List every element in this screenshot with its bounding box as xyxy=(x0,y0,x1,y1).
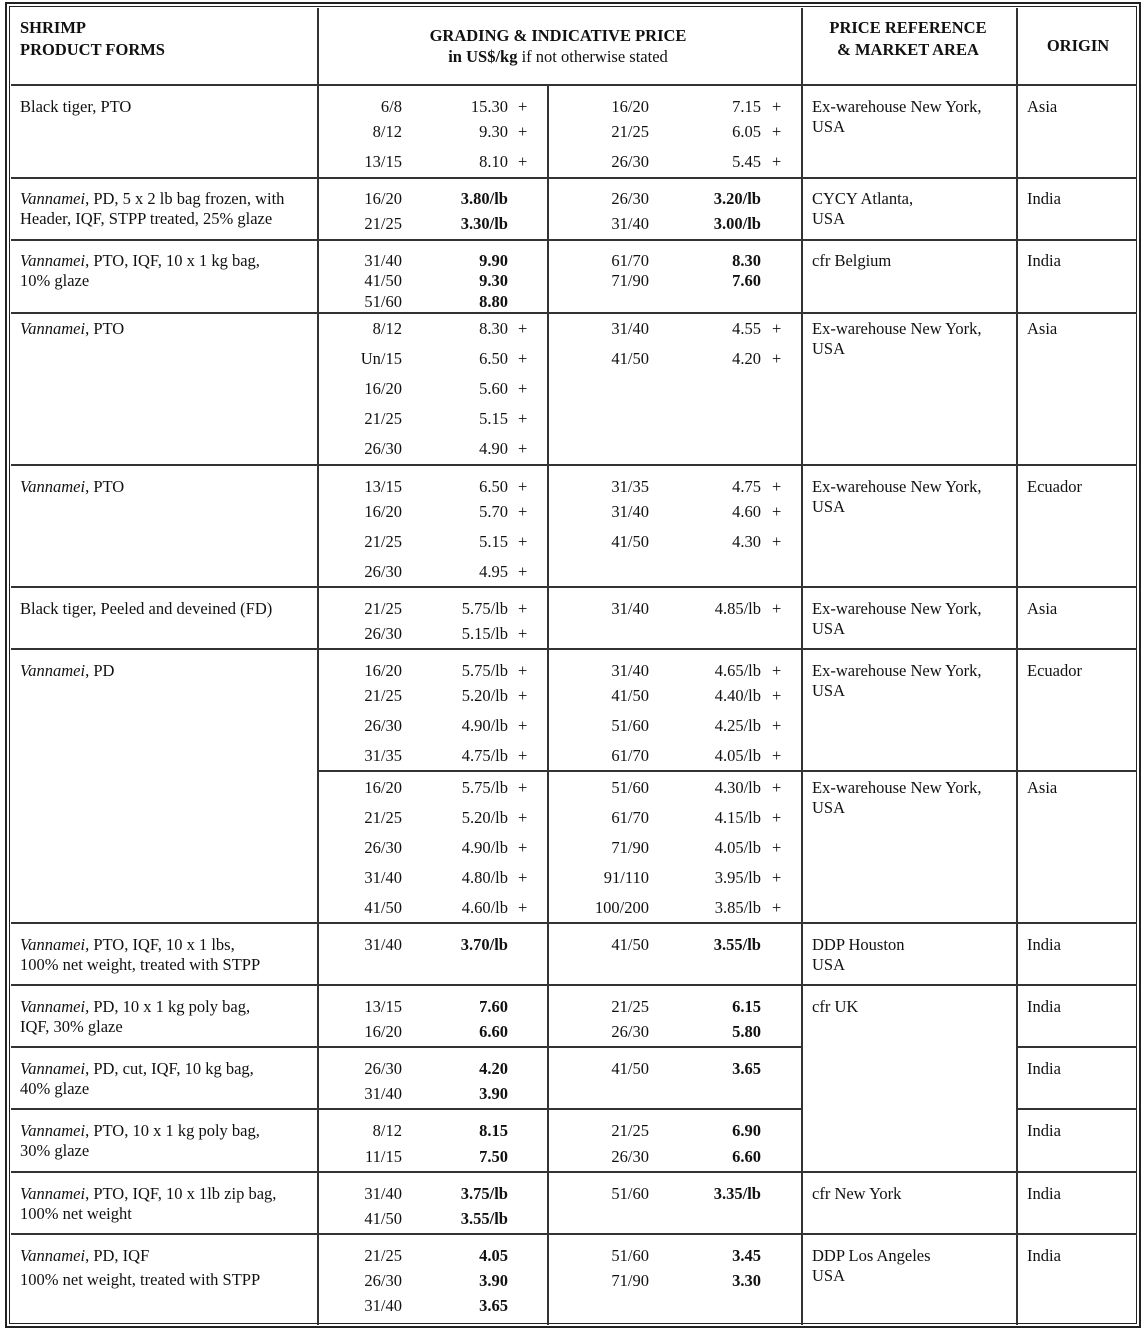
grade-size: 26/30 xyxy=(364,1059,402,1078)
market-area-text: Ex-warehouse New York, xyxy=(812,477,982,496)
col-divider-price-split xyxy=(547,84,549,1325)
row-divider xyxy=(11,586,1137,588)
origin-text: India xyxy=(1027,935,1061,954)
grade-size: 51/60 xyxy=(611,716,649,735)
price-plus-sign: + xyxy=(518,532,528,551)
price-plus-sign: + xyxy=(772,319,782,338)
price-value: 3.35/lb xyxy=(713,1184,761,1203)
market-area-text: Ex-warehouse New York, xyxy=(812,778,982,797)
price-value: 3.65 xyxy=(732,1059,761,1078)
market-area-text: Ex-warehouse New York, xyxy=(812,97,982,116)
grade-size: 16/20 xyxy=(611,97,649,116)
grade-size: 31/40 xyxy=(611,319,649,338)
row-divider xyxy=(11,239,1137,241)
price-value: 5.20/lb xyxy=(461,686,508,705)
grade-size: 26/30 xyxy=(364,716,402,735)
grade-size: 31/35 xyxy=(364,746,402,765)
price-value: 3.55/lb xyxy=(460,1209,508,1228)
grade-size: 26/30 xyxy=(611,152,649,171)
price-value: 3.30 xyxy=(732,1271,761,1290)
price-value: 6.90 xyxy=(732,1121,761,1140)
price-plus-sign: + xyxy=(772,532,782,551)
price-value: 5.20/lb xyxy=(461,808,508,827)
grade-size: 31/40 xyxy=(611,214,649,233)
price-value: 5.75/lb xyxy=(461,778,508,797)
price-value: 8.30 xyxy=(732,251,761,270)
price-value: 3.65 xyxy=(479,1296,508,1315)
price-value: 3.90 xyxy=(479,1271,508,1290)
grade-size: 41/50 xyxy=(364,1209,402,1228)
price-value: 6.50 xyxy=(479,349,508,368)
price-plus-sign: + xyxy=(518,97,528,116)
price-value: 4.65/lb xyxy=(714,661,761,680)
grade-size: 21/25 xyxy=(611,1121,649,1140)
grade-size: 21/25 xyxy=(364,808,402,827)
row-divider xyxy=(11,312,1137,314)
grade-size: 13/15 xyxy=(364,997,402,1016)
origin-text: India xyxy=(1027,1121,1061,1140)
grade-size: 16/20 xyxy=(364,189,402,208)
price-value: 3.95/lb xyxy=(714,868,761,887)
origin-text: Ecuador xyxy=(1027,477,1082,496)
price-plus-sign: + xyxy=(772,898,782,917)
price-plus-sign: + xyxy=(518,661,528,680)
price-value: 4.75 xyxy=(732,477,761,496)
price-value: 9.90 xyxy=(479,251,508,270)
price-plus-sign: + xyxy=(518,379,528,398)
origin-text: Ecuador xyxy=(1027,661,1082,680)
grade-size: 26/30 xyxy=(364,838,402,857)
price-value: 4.15/lb xyxy=(714,808,761,827)
header-grading-note: if not otherwise stated xyxy=(517,47,668,66)
price-value: 4.55 xyxy=(732,319,761,338)
price-value: 5.80 xyxy=(732,1022,761,1041)
price-plus-sign: + xyxy=(772,716,782,735)
grade-size: 16/20 xyxy=(364,661,402,680)
row-divider xyxy=(11,648,1137,650)
grade-size: 6/8 xyxy=(380,97,402,116)
origin-text: India xyxy=(1027,1059,1061,1078)
grade-size: 31/40 xyxy=(364,1184,402,1203)
grade-size: 31/40 xyxy=(611,502,649,521)
price-value: 5.15/lb xyxy=(461,624,508,643)
price-plus-sign: + xyxy=(772,152,782,171)
price-value: 3.85/lb xyxy=(714,898,761,917)
price-plus-sign: + xyxy=(772,746,782,765)
price-value: 4.25/lb xyxy=(714,716,761,735)
price-plus-sign: + xyxy=(772,122,782,141)
row-divider xyxy=(1016,1108,1137,1110)
grade-size: 8/12 xyxy=(372,1121,402,1140)
price-value: 6.05 xyxy=(732,122,761,141)
price-value: 6.50 xyxy=(479,477,508,496)
price-plus-sign: + xyxy=(518,778,528,797)
price-plus-sign: + xyxy=(772,868,782,887)
product-form-text: Vannamei, PD, 10 x 1 kg poly bag, xyxy=(20,997,251,1016)
origin-text: India xyxy=(1027,189,1061,208)
grade-size: 41/50 xyxy=(364,898,402,917)
product-form-text: Vannamei, PTO xyxy=(20,477,125,496)
price-value: 5.75/lb xyxy=(461,599,508,618)
grade-size: 51/60 xyxy=(364,292,402,311)
grade-size: 13/15 xyxy=(364,477,402,496)
price-value: 4.05/lb xyxy=(714,838,761,857)
grade-size: 16/20 xyxy=(364,379,402,398)
market-area-text: DDP Los Angeles xyxy=(812,1246,931,1265)
grade-size: 8/12 xyxy=(372,122,402,141)
grade-size: 71/90 xyxy=(611,838,649,857)
price-value: 5.60 xyxy=(479,379,508,398)
price-plus-sign: + xyxy=(518,562,528,581)
row-divider xyxy=(11,1171,1137,1173)
grade-size: 31/40 xyxy=(611,599,649,618)
origin-text: Asia xyxy=(1027,319,1058,338)
header-product-line1: SHRIMP xyxy=(20,18,86,37)
origin-text: India xyxy=(1027,997,1061,1016)
price-value: 5.75/lb xyxy=(461,661,508,680)
product-form-text: Vannamei, PTO, 10 x 1 kg poly bag, xyxy=(20,1121,260,1140)
col-divider-grading xyxy=(317,8,319,1325)
price-value: 9.30 xyxy=(479,271,508,290)
header-origin: ORIGIN xyxy=(1046,36,1110,55)
price-value: 3.45 xyxy=(732,1246,761,1265)
price-plus-sign: + xyxy=(518,409,528,428)
grade-size: 26/30 xyxy=(611,1147,649,1166)
price-value: 4.75/lb xyxy=(461,746,508,765)
grade-size: 71/90 xyxy=(611,1271,649,1290)
product-form-text: IQF, 30% glaze xyxy=(20,1017,123,1036)
grade-size: 31/40 xyxy=(364,1084,402,1103)
grade-size: Un/15 xyxy=(360,349,402,368)
market-area-text: cfr New York xyxy=(812,1184,902,1203)
grade-size: 26/30 xyxy=(364,624,402,643)
price-value: 4.90/lb xyxy=(461,838,508,857)
grade-size: 8/12 xyxy=(372,319,402,338)
product-form-text: 100% net weight, treated with STPP xyxy=(20,955,261,974)
product-form-text: Vannamei, PTO xyxy=(20,319,125,338)
market-area-text: USA xyxy=(812,117,846,136)
price-value: 9.30 xyxy=(479,122,508,141)
price-plus-sign: + xyxy=(772,349,782,368)
price-value: 6.60 xyxy=(732,1147,761,1166)
grade-size: 51/60 xyxy=(611,1184,649,1203)
product-form-text: 100% net weight, treated with STPP xyxy=(20,1270,261,1289)
price-value: 5.15 xyxy=(479,409,508,428)
product-form-text: Vannamei, PD xyxy=(20,661,115,680)
price-plus-sign: + xyxy=(518,686,528,705)
grade-size: 41/50 xyxy=(611,532,649,551)
product-form-text: Vannamei, PD, cut, IQF, 10 kg bag, xyxy=(20,1059,254,1078)
grade-size: 31/40 xyxy=(364,868,402,887)
grade-size: 41/50 xyxy=(611,1059,649,1078)
market-area-text: Ex-warehouse New York, xyxy=(812,661,982,680)
market-area-text: Ex-warehouse New York, xyxy=(812,599,982,618)
grade-size: 61/70 xyxy=(611,746,649,765)
grade-size: 71/90 xyxy=(611,271,649,290)
market-area-text: USA xyxy=(812,619,846,638)
price-value: 3.00/lb xyxy=(713,214,761,233)
price-value: 7.60 xyxy=(479,997,508,1016)
grade-size: 91/110 xyxy=(603,868,649,887)
grade-size: 31/40 xyxy=(611,661,649,680)
price-value: 3.75/lb xyxy=(460,1184,508,1203)
grade-size: 31/40 xyxy=(364,251,402,270)
grade-size: 26/30 xyxy=(364,439,402,458)
price-value: 3.80/lb xyxy=(460,189,508,208)
grade-size: 21/25 xyxy=(364,686,402,705)
origin-text: Asia xyxy=(1027,778,1058,797)
price-value: 4.20 xyxy=(479,1059,508,1078)
product-form-text: Vannamei, PD, 5 x 2 lb bag frozen, with xyxy=(20,189,285,208)
market-area-text: Ex-warehouse New York, xyxy=(812,319,982,338)
row-divider xyxy=(11,984,1137,986)
row-divider xyxy=(11,1108,801,1110)
row-divider xyxy=(11,1046,801,1048)
grade-size: 26/30 xyxy=(364,1271,402,1290)
price-value: 7.50 xyxy=(479,1147,508,1166)
price-value: 5.45 xyxy=(732,152,761,171)
price-plus-sign: + xyxy=(772,808,782,827)
product-form-text: Header, IQF, STPP treated, 25% glaze xyxy=(20,209,273,228)
price-value: 5.15 xyxy=(479,532,508,551)
price-plus-sign: + xyxy=(772,97,782,116)
price-plus-sign: + xyxy=(518,122,528,141)
grade-size: 21/25 xyxy=(364,214,402,233)
row-divider xyxy=(317,770,1137,772)
origin-text: India xyxy=(1027,251,1061,270)
origin-text: India xyxy=(1027,1246,1061,1265)
price-plus-sign: + xyxy=(518,349,528,368)
price-plus-sign: + xyxy=(518,477,528,496)
product-form-text: Black tiger, Peeled and deveined (FD) xyxy=(20,599,273,618)
grade-size: 41/50 xyxy=(611,349,649,368)
price-value: 4.60 xyxy=(732,502,761,521)
grade-size: 21/25 xyxy=(364,532,402,551)
price-value: 4.40/lb xyxy=(714,686,761,705)
price-value: 6.15 xyxy=(732,997,761,1016)
price-value: 3.30/lb xyxy=(460,214,508,233)
market-area-text: CYCY Atlanta, xyxy=(812,189,914,208)
product-form-text: Black tiger, PTO xyxy=(20,97,132,116)
col-divider-market xyxy=(801,8,803,1325)
grade-size: 26/30 xyxy=(611,189,649,208)
header-product-line2: PRODUCT FORMS xyxy=(20,40,165,59)
product-form-text: 30% glaze xyxy=(20,1141,90,1160)
price-plus-sign: + xyxy=(518,716,528,735)
row-divider xyxy=(11,922,1137,924)
grade-size: 21/25 xyxy=(611,122,649,141)
price-value: 4.90/lb xyxy=(461,716,508,735)
header-price-ref-line1: PRICE REFERENCE xyxy=(829,18,987,37)
price-value: 5.70 xyxy=(479,502,508,521)
price-plus-sign: + xyxy=(518,898,528,917)
row-divider xyxy=(1016,1046,1137,1048)
grade-size: 100/200 xyxy=(594,898,649,917)
market-area-text: cfr Belgium xyxy=(812,251,892,270)
price-value: 4.05/lb xyxy=(714,746,761,765)
header-grading-line2 xyxy=(318,47,798,67)
price-plus-sign: + xyxy=(518,868,528,887)
header-grading-unit: in US$/kg xyxy=(448,47,518,66)
grade-size: 11/15 xyxy=(365,1147,402,1166)
grade-size: 61/70 xyxy=(611,808,649,827)
price-plus-sign: + xyxy=(518,439,528,458)
grade-size: 31/40 xyxy=(364,1296,402,1315)
grade-size: 16/20 xyxy=(364,1022,402,1041)
market-area-text: USA xyxy=(812,497,846,516)
price-value: 8.15 xyxy=(479,1121,508,1140)
header-price-ref-line2: & MARKET AREA xyxy=(837,40,979,59)
product-form-text: Vannamei, PTO, IQF, 10 x 1 lbs, xyxy=(20,935,235,954)
origin-text: Asia xyxy=(1027,599,1058,618)
grade-size: 16/20 xyxy=(364,502,402,521)
row-divider xyxy=(11,177,1137,179)
price-value: 4.30 xyxy=(732,532,761,551)
price-plus-sign: + xyxy=(518,746,528,765)
market-area-text: USA xyxy=(812,1266,846,1285)
grade-size: 26/30 xyxy=(611,1022,649,1041)
market-area-text: DDP Houston xyxy=(812,935,905,954)
grade-size: 41/50 xyxy=(364,271,402,290)
grade-size: 26/30 xyxy=(364,562,402,581)
price-plus-sign: + xyxy=(518,599,528,618)
grade-size: 21/25 xyxy=(364,1246,402,1265)
price-plus-sign: + xyxy=(772,686,782,705)
grade-size: 51/60 xyxy=(611,1246,649,1265)
price-plus-sign: + xyxy=(772,778,782,797)
price-value: 8.30 xyxy=(479,319,508,338)
price-value: 4.30/lb xyxy=(714,778,761,797)
price-value: 4.80/lb xyxy=(461,868,508,887)
price-value: 3.20/lb xyxy=(713,189,761,208)
price-plus-sign: + xyxy=(518,502,528,521)
product-form-text: 40% glaze xyxy=(20,1079,90,1098)
price-value: 8.10 xyxy=(479,152,508,171)
product-form-text: Vannamei, PD, IQF xyxy=(20,1246,150,1265)
grade-size: 31/35 xyxy=(611,477,649,496)
product-form-text: 10% glaze xyxy=(20,271,90,290)
grade-size: 31/40 xyxy=(364,935,402,954)
price-value: 3.70/lb xyxy=(460,935,508,954)
market-area-text: USA xyxy=(812,681,846,700)
price-plus-sign: + xyxy=(518,808,528,827)
row-divider xyxy=(11,464,1137,466)
price-plus-sign: + xyxy=(772,599,782,618)
price-value: 6.60 xyxy=(479,1022,508,1041)
header-grading-line1: GRADING & INDICATIVE PRICE xyxy=(429,26,687,45)
price-value: 4.95 xyxy=(479,562,508,581)
price-plus-sign: + xyxy=(518,152,528,171)
price-value: 4.05 xyxy=(479,1246,508,1265)
grade-size: 61/70 xyxy=(611,251,649,270)
price-value: 4.20 xyxy=(732,349,761,368)
price-value: 4.60/lb xyxy=(461,898,508,917)
origin-text: India xyxy=(1027,1184,1061,1203)
row-divider xyxy=(11,1233,1137,1235)
price-value: 7.15 xyxy=(732,97,761,116)
price-value: 4.90 xyxy=(479,439,508,458)
price-plus-sign: + xyxy=(518,319,528,338)
grade-size: 51/60 xyxy=(611,778,649,797)
price-value: 15.30 xyxy=(470,97,508,116)
col-divider-origin xyxy=(1016,8,1018,1325)
price-plus-sign: + xyxy=(772,661,782,680)
market-area-text: USA xyxy=(812,209,846,228)
grade-size: 41/50 xyxy=(611,935,649,954)
market-area-text: USA xyxy=(812,955,846,974)
origin-text: Asia xyxy=(1027,97,1058,116)
price-plus-sign: + xyxy=(772,477,782,496)
product-form-text: Vannamei, PTO, IQF, 10 x 1 kg bag, xyxy=(20,251,260,270)
grade-size: 16/20 xyxy=(364,778,402,797)
price-value: 4.85/lb xyxy=(714,599,761,618)
grade-size: 21/25 xyxy=(611,997,649,1016)
price-value: 3.55/lb xyxy=(713,935,761,954)
price-value: 7.60 xyxy=(732,271,761,290)
market-area-text: USA xyxy=(812,798,846,817)
market-area-text: USA xyxy=(812,339,846,358)
price-plus-sign: + xyxy=(518,838,528,857)
grade-size: 21/25 xyxy=(364,599,402,618)
price-plus-sign: + xyxy=(772,838,782,857)
product-form-text: Vannamei, PTO, IQF, 10 x 1lb zip bag, xyxy=(20,1184,277,1203)
price-plus-sign: + xyxy=(772,502,782,521)
grade-size: 13/15 xyxy=(364,152,402,171)
product-form-text: 100% net weight xyxy=(20,1204,132,1223)
grade-size: 41/50 xyxy=(611,686,649,705)
grade-size: 21/25 xyxy=(364,409,402,428)
price-value: 3.90 xyxy=(479,1084,508,1103)
market-area-text: cfr UK xyxy=(812,997,859,1016)
price-plus-sign: + xyxy=(518,624,528,643)
header-divider xyxy=(11,84,1137,86)
price-value: 8.80 xyxy=(479,292,508,311)
